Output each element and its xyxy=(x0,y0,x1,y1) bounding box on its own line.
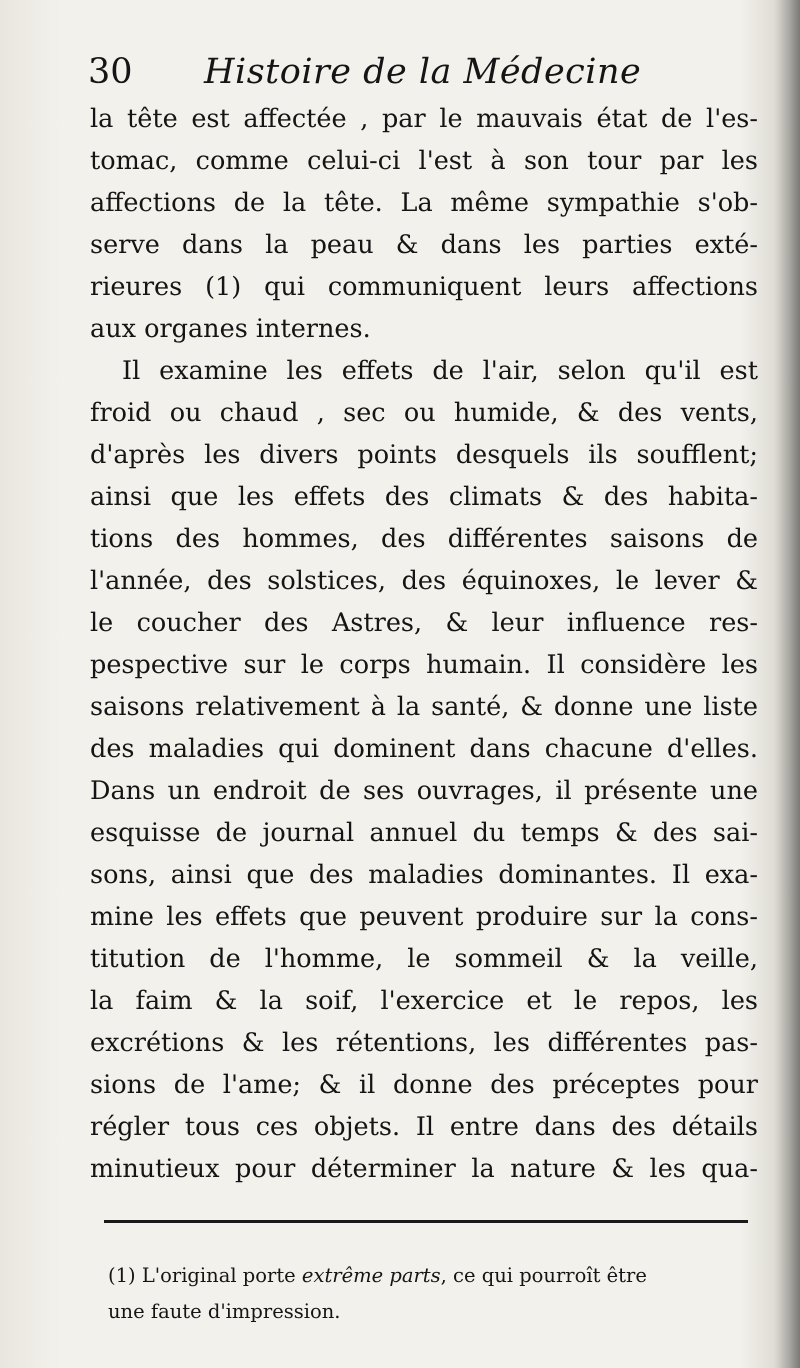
footnote-rule xyxy=(104,1220,748,1223)
running-title: Histoire de la Médecine xyxy=(204,52,642,92)
text-line: des maladies qui dominent dans chacune d'elles. xyxy=(90,734,758,764)
body-text xyxy=(90,98,758,1190)
text-line: ainsi que les effets des climats & des habita- xyxy=(90,482,758,512)
footnote-text: , ce qui pourroît être xyxy=(440,1264,647,1287)
text-line: esquisse de journal annuel du temps & des sai- xyxy=(90,818,758,848)
text-line: pespective sur le corps humain. Il considère les xyxy=(90,650,758,680)
text-line: serve dans la peau & dans les parties exté- xyxy=(90,230,758,260)
text-line: mine les effets que peuvent produire sur la cons- xyxy=(90,902,758,932)
text-line: minutieux pour déterminer la nature & les qua- xyxy=(90,1154,758,1184)
text-line: Dans un endroit de ses ouvrages, il présente une xyxy=(90,776,758,806)
footnote-line xyxy=(108,1258,768,1294)
text-line: affections de la tête. La même sympathie s'ob- xyxy=(90,188,758,218)
footnote xyxy=(108,1258,768,1330)
text-line: rieures (1) qui communiquent leurs affections xyxy=(90,272,758,302)
footnote-marker: (1) xyxy=(108,1264,136,1287)
page-edge-shadow xyxy=(774,0,800,1368)
text-line: saisons relativement à la santé, & donne une liste xyxy=(90,692,758,722)
text-line: sons, ainsi que des maladies dominantes. Il exa- xyxy=(90,860,758,890)
footnote-line: une faute d'impression. xyxy=(108,1300,341,1323)
footnote-text: L'original porte xyxy=(141,1264,296,1287)
text-line: Il examine les effets de l'air, selon qu'il est xyxy=(122,356,758,386)
page-header xyxy=(88,50,748,96)
page-number: 30 xyxy=(88,52,133,92)
text-line: la tête est affectée , par le mauvais état de l'es- xyxy=(90,104,758,134)
text-line: titution de l'homme, le sommeil & la veille, xyxy=(90,944,758,974)
text-line: régler tous ces objets. Il entre dans des détails xyxy=(90,1112,758,1142)
text-line: l'année, des solstices, des équinoxes, le lever & xyxy=(90,566,758,596)
text-line: froid ou chaud , sec ou humide, & des vents, xyxy=(90,398,758,428)
footnote-quote: extrême parts xyxy=(301,1264,441,1287)
text-line: sions de l'ame; & il donne des préceptes pour xyxy=(90,1070,758,1100)
text-line: le coucher des Astres, & leur influence res- xyxy=(90,608,758,638)
text-line: tomac, comme celui-ci l'est à son tour par les xyxy=(90,146,758,176)
text-line: excrétions & les rétentions, les différentes pas- xyxy=(90,1028,758,1058)
text-line: la faim & la soif, l'exercice et le repos, les xyxy=(90,986,758,1016)
text-line: d'après les divers points desquels ils soufflent; xyxy=(90,440,758,470)
text-line: aux organes internes. xyxy=(90,314,371,344)
text-line: tions des hommes, des différentes saisons de xyxy=(90,524,758,554)
